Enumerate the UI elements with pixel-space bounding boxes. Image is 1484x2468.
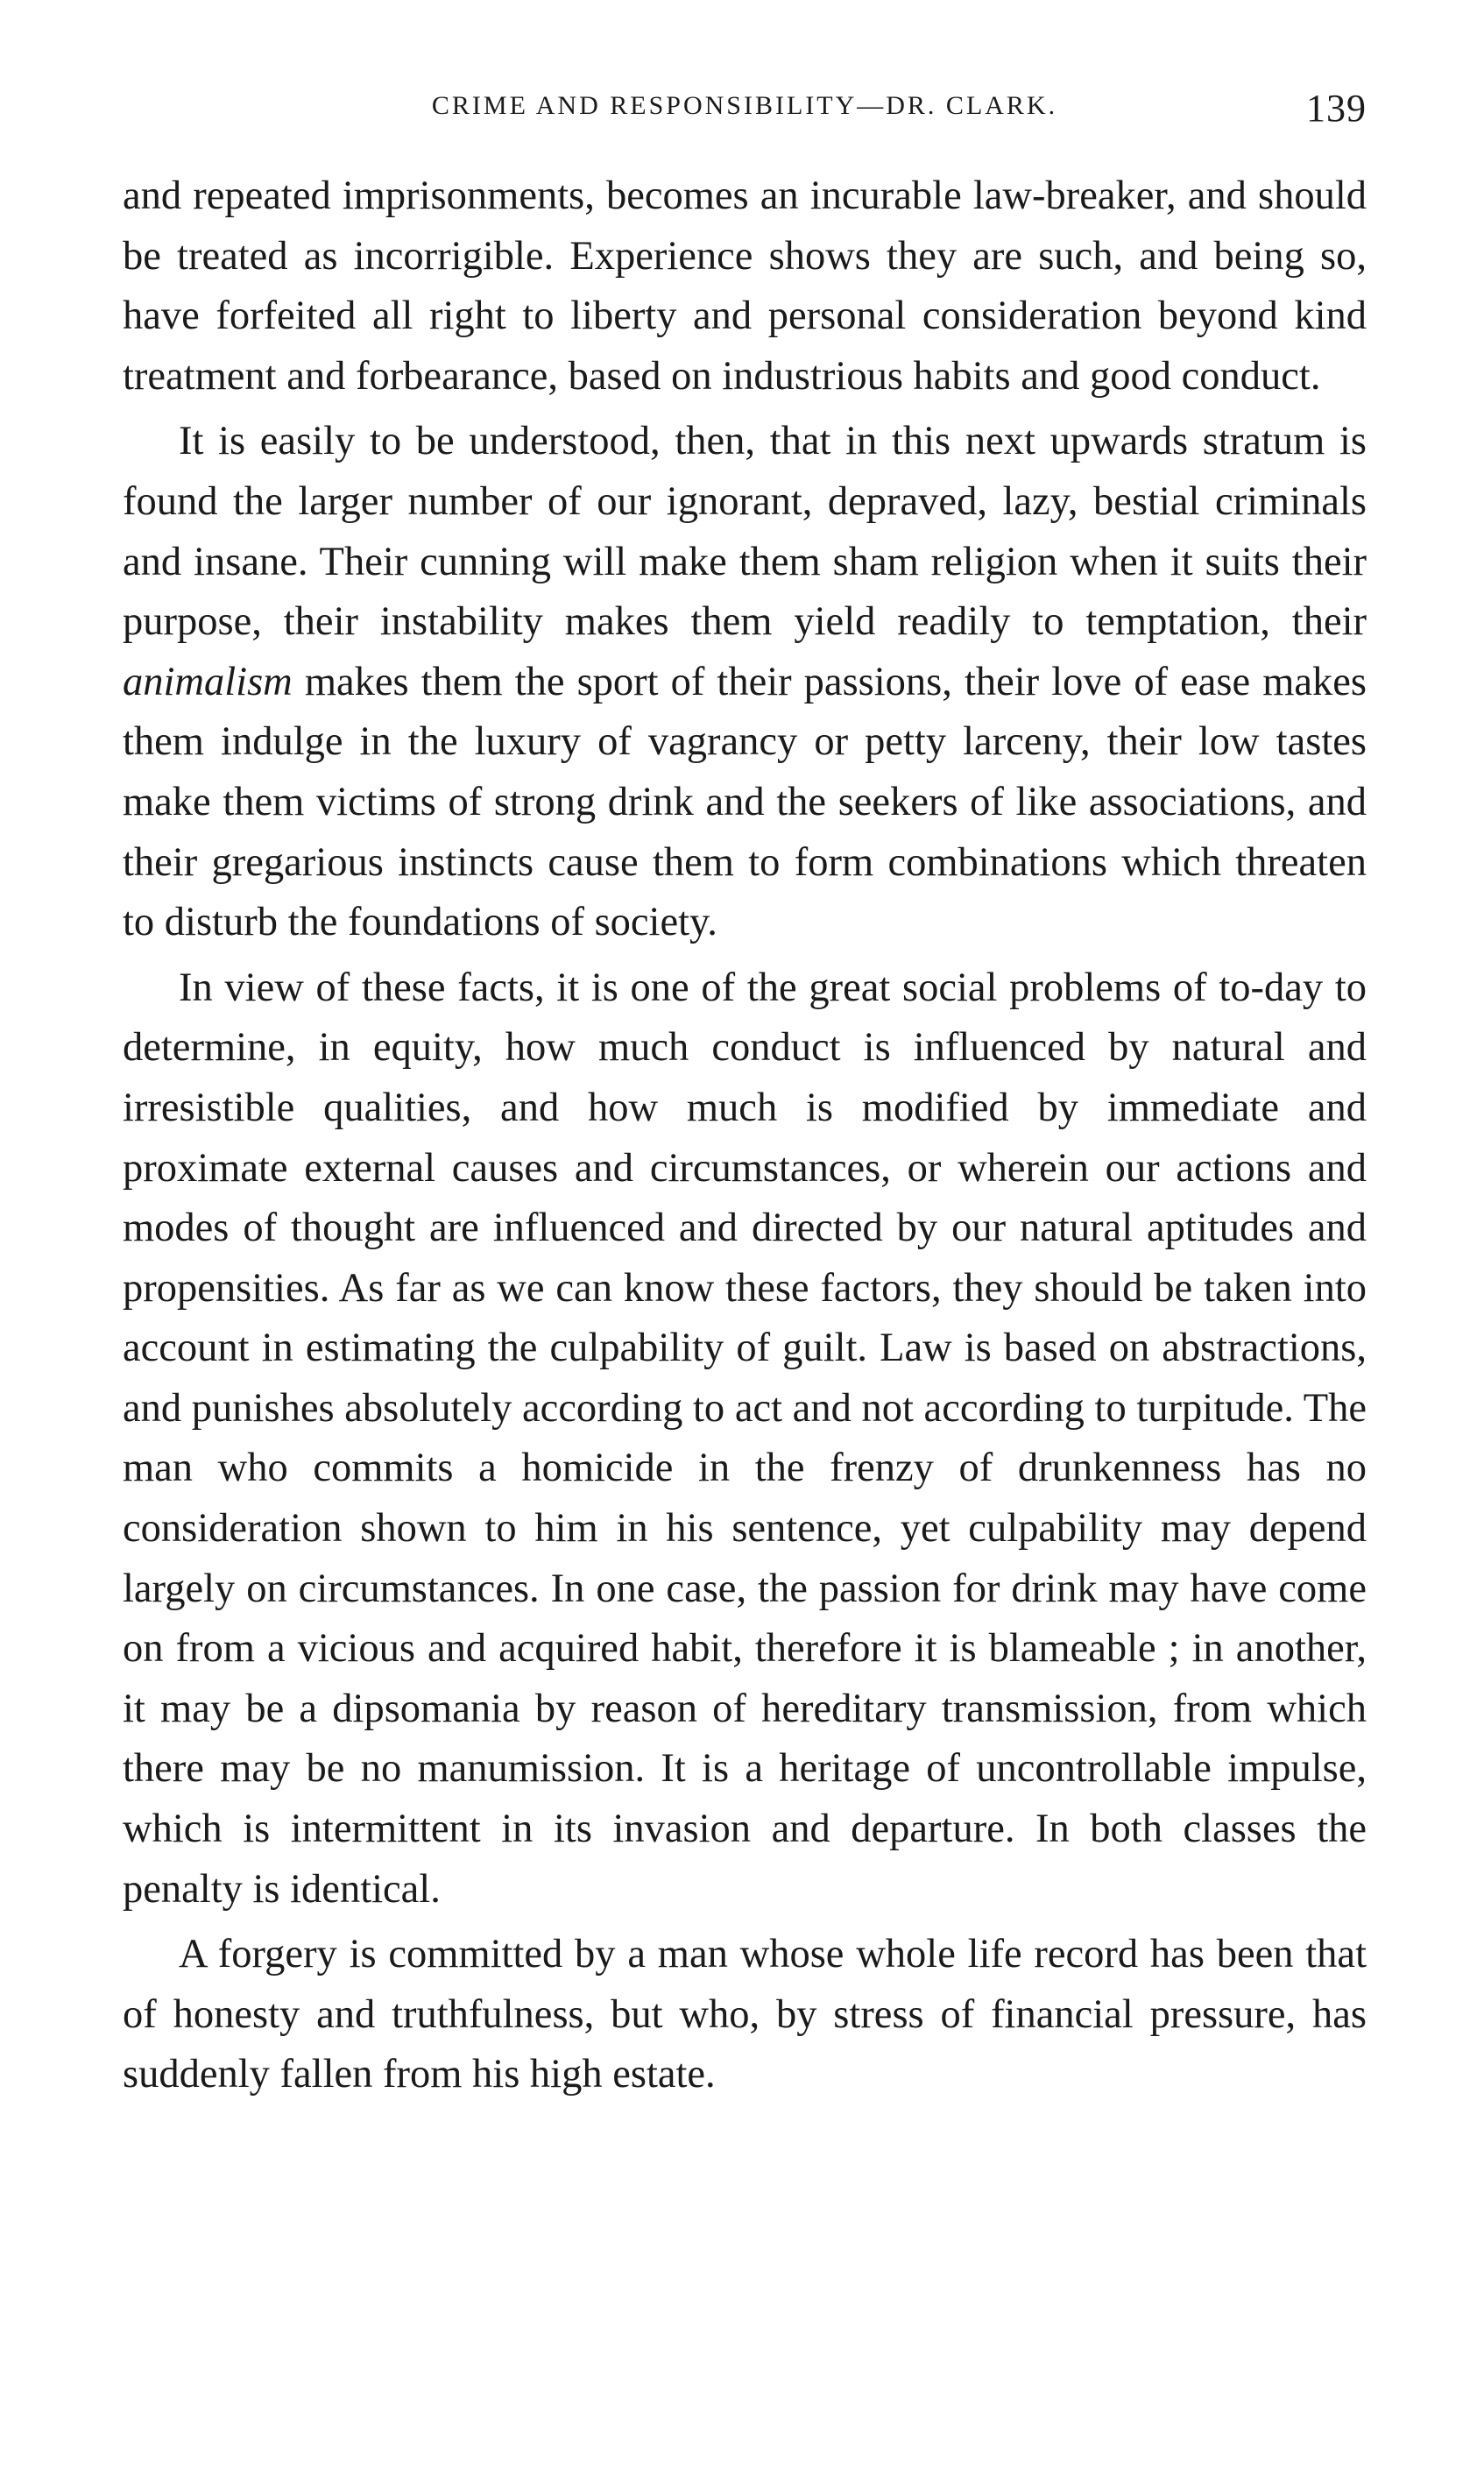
paragraph-2-text-a: It is easily to be understood, then, that in this next upwards stratum is found the larger number of our ignorant, depraved, lazy, bestial criminals and insane. Their cunning will make them sham religion when it suits their purpose, their instability makes them yield readily to temptation, their xyxy=(123,419,1367,645)
paragraph-3: In view of these facts, it is one of the great social problems of to-day to determine, in equity, how much conduct is influenced by natural and irresistible qualities, and how much is modified by immediate and proximate external causes and circumstances, or wherein our actions and modes of thought are influenced and directed by our natural aptitudes and propensities. As far as we can know these factors, they should be taken into account in estimating the culpability of guilt. Law is based on abstractions, and punishes absolutely according to act and not according to turpitude. The man who commits a homicide in the frenzy of drunkenness has no consideration shown to him in his sentence, yet culpability may depend largely on circumstances. In one case, the passion for drink may have come on from a vicious and acquired habit, therefore it is blameable ; in another, it may be a dipsomania by reason of hereditary transmission, from which there may be no manumission. It is a heritage of uncontrollable impulse, which is intermittent in its invasion and departure. In both classes the penalty is identical. xyxy=(123,965,1367,1912)
paragraph-2 xyxy=(123,412,1367,952)
paragraph-4: A forgery is committed by a man whose whole life record has been that of honesty and truthfulness, but who, by stress of financial pressure, has suddenly fallen from his high estate. xyxy=(123,1932,1367,2097)
paragraph-2-emphasis: animalism xyxy=(123,659,293,704)
body-text xyxy=(123,166,1367,2105)
paragraph-2-text-b: makes them the sport of their passions, their love of ease makes them indulge in the luxury of vagrancy or petty larceny, their low tastes make them victims of strong drink and the seekers of like associations, and their gregarious instincts cause them to form combinations which threaten to disturb the foundations of society. xyxy=(123,659,1367,945)
paragraph-1: and repeated imprisonments, becomes an incurable law-breaker, and should be treated as incorrigible. Experience shows they are such, and being so, have forfeited all right to liberty and personal consideration beyond kind treatment and forbearance, based on industrious habits and good conduct. xyxy=(123,173,1367,399)
running-head xyxy=(123,86,1367,138)
page-number: 139 xyxy=(1306,87,1367,130)
running-title: CRIME AND RESPONSIBILITY—DR. CLARK. xyxy=(431,91,1058,120)
